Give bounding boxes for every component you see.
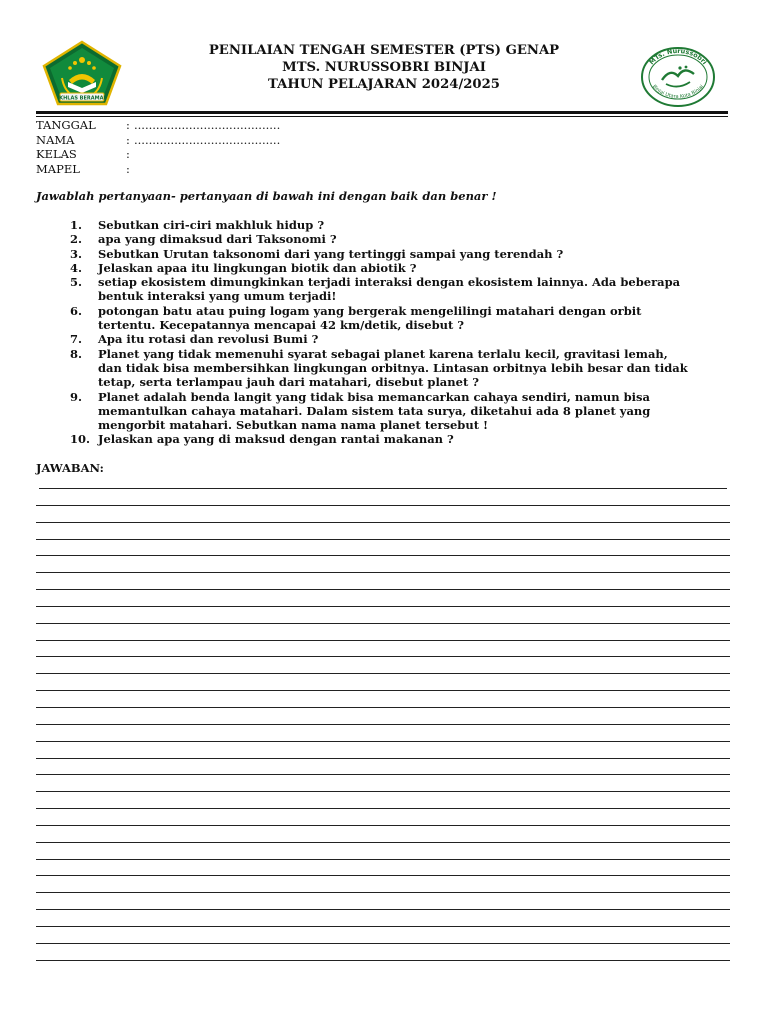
- answer-line[interactable]: [36, 724, 730, 741]
- question-text: Jelaskan apa yang di maksud dengan rantai makanan ?: [98, 432, 454, 447]
- answer-line[interactable]: [36, 909, 730, 926]
- answer-line[interactable]: [36, 690, 730, 707]
- field-kelas: [36, 147, 280, 162]
- question-number: 10.: [70, 432, 91, 447]
- header-divider-thick: [36, 111, 728, 114]
- answer-label: JAWABAN:: [36, 461, 104, 475]
- question-list: [70, 218, 740, 447]
- question-number: 3.: [70, 246, 83, 261]
- question-item: [70, 432, 740, 446]
- field-colon: :: [126, 118, 130, 132]
- answer-line[interactable]: [36, 808, 730, 825]
- question-text: apa yang dimaksud dari Taksonomi ?: [98, 232, 337, 247]
- field-label: NAMA: [36, 132, 75, 147]
- answer-line[interactable]: [36, 943, 730, 960]
- question-number: 2.: [70, 232, 83, 247]
- question-text: Jelaskan apaa itu lingkungan biotik dan abiotik ?: [98, 260, 417, 275]
- question-number: 6.: [70, 303, 83, 318]
- field-nama: [36, 133, 280, 148]
- field-colon: :: [126, 147, 130, 161]
- question-item: [70, 304, 740, 333]
- header-title-block: [150, 42, 618, 93]
- exam-header: [0, 0, 768, 116]
- question-text: Planet adalah benda langit yang tidak bisa memancarkan cahaya sendiri, namun bisa memantulkan cahaya matahari. Dalam sistem tata surya, diketahui ada 8 planet yang mengorbit matahari. Sebutkan nama nama planet tersebut !: [98, 389, 651, 433]
- question-number: 8.: [70, 346, 83, 361]
- answer-line[interactable]: [36, 960, 730, 977]
- question-number: 7.: [70, 332, 83, 347]
- answer-line[interactable]: [36, 926, 730, 943]
- answer-line[interactable]: [36, 656, 730, 673]
- answer-line[interactable]: [36, 707, 730, 724]
- question-text: Apa itu rotasi dan revolusi Bumi ?: [98, 332, 319, 347]
- ministry-logo: [42, 40, 122, 106]
- question-item: [70, 390, 740, 433]
- answer-line[interactable]: [36, 589, 730, 606]
- field-colon: :: [126, 132, 130, 147]
- question-number: 4.: [70, 260, 83, 275]
- question-item: [70, 232, 740, 246]
- svg-text:Binjai Utara Kota Binjai: Binjai Utara Kota Binjai: [650, 83, 706, 100]
- question-item: [70, 261, 740, 275]
- question-text: Sebutkan Urutan taksonomi dari yang tertinggi sampai yang terendah ?: [98, 246, 564, 261]
- question-text: potongan batu atau puing logam yang bergerak mengelilingi matahari dengan orbit tertentu. Kecepatannya mencapai 42 km/detik, disebut ?: [98, 303, 642, 333]
- question-text: Planet yang tidak memenuhi syarat sebagai planet karena terlalu kecil, gravitasi lemah, dan tidak bisa membersihkan lingkungan orbitnya. Lintasan orbitnya lebih besar dan tidak tetap, serta terlampau jauh dari matahari, disebut planet ?: [98, 346, 688, 390]
- answer-line[interactable]: [36, 741, 730, 758]
- answer-line[interactable]: [36, 842, 730, 859]
- field-tanggal: [36, 118, 280, 133]
- question-number: 9.: [70, 389, 83, 404]
- question-item: [70, 218, 740, 232]
- svg-text:IKHLAS BERAMAL: IKHLAS BERAMAL: [57, 95, 107, 102]
- answer-line[interactable]: [36, 505, 730, 522]
- question-item: [70, 347, 740, 390]
- answer-line[interactable]: [36, 791, 730, 808]
- student-info-fields: [36, 118, 280, 176]
- answer-line[interactable]: [36, 774, 730, 791]
- answer-line[interactable]: [36, 673, 730, 690]
- answer-line[interactable]: [36, 825, 730, 842]
- answer-line[interactable]: [36, 640, 730, 657]
- question-item: [70, 332, 740, 346]
- answer-line[interactable]: [39, 488, 727, 505]
- question-item: [70, 247, 740, 261]
- field-colon: :: [126, 161, 130, 176]
- nama-blank[interactable]: ........................................: [134, 132, 281, 147]
- question-text: Sebutkan ciri-ciri makhluk hidup ?: [98, 218, 325, 232]
- field-label: KELAS: [36, 147, 77, 161]
- tanggal-blank[interactable]: ........................................: [134, 118, 281, 132]
- field-mapel: [36, 162, 280, 177]
- answer-line[interactable]: [36, 572, 730, 589]
- answer-line[interactable]: [36, 859, 730, 876]
- field-label: TANGGAL: [36, 118, 96, 132]
- answer-line[interactable]: [36, 555, 730, 572]
- academic-year: TAHUN PELAJARAN 2024/2025: [268, 77, 500, 92]
- school-name: MTS. NURUSSOBRI BINJAI: [282, 60, 486, 75]
- instruction-text: Jawablah pertanyaan- pertanyaan di bawah ini dengan baik dan benar !: [36, 189, 497, 203]
- school-seal-logo: [640, 46, 716, 108]
- question-text: setiap ekosistem dimungkinkan terjadi interaksi dengan ekosistem lainnya. Ada beberapa bentuk interaksi yang umum terjadi!: [98, 275, 681, 304]
- question-item: [70, 275, 740, 304]
- question-number: 1.: [70, 218, 83, 232]
- svg-text:MTs. Nurussobri: MTs. Nurussobri: [647, 46, 709, 67]
- answer-line[interactable]: [36, 758, 730, 775]
- answer-line[interactable]: [36, 875, 730, 892]
- answer-line[interactable]: [36, 892, 730, 909]
- header-divider-thin: [36, 116, 728, 117]
- answer-line[interactable]: [36, 539, 730, 556]
- answer-line[interactable]: [36, 606, 730, 623]
- field-label: MAPEL: [36, 161, 80, 176]
- answer-lines[interactable]: [36, 488, 730, 976]
- answer-line[interactable]: [36, 522, 730, 539]
- exam-title: PENILAIAN TENGAH SEMESTER (PTS) GENAP: [208, 43, 560, 58]
- question-number: 5.: [70, 275, 83, 290]
- answer-line[interactable]: [36, 623, 730, 640]
